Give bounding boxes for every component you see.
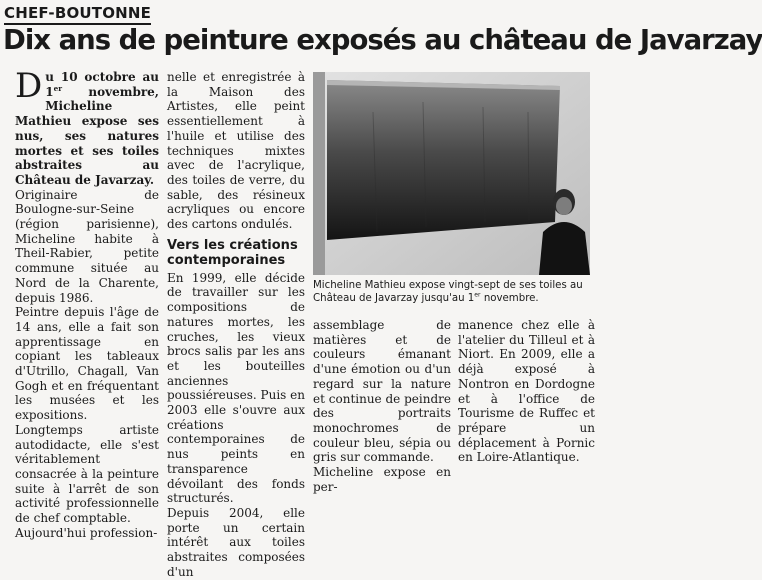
body-paragraph: Longtemps artiste autodidacte, elle s'est véritablement consacrée à la peinture suite à l'arrêt de son activité professionnelle de chef comptable. <box>15 422 159 526</box>
body-paragraph: Micheline expose en per- <box>313 465 451 494</box>
body-paragraph: En 1999, elle décide de travailler sur les compositions de natures mortes, les cruches, les vieux brocs salis par les ans et les bouteilles anciennes poussiéreuses. Puis en 2003 elle s'ouvre aux créations contemporaines de nus peints en transparence dévoilant des fonds structurés. <box>167 270 305 506</box>
body-paragraph: Originaire de Boulogne-sur-Seine (région parisienne), Micheline habite à Theil-Rabier, petite commune située au Nord de la Charente, depuis 1986. <box>15 187 159 305</box>
painting-scene-image <box>313 72 590 275</box>
body-paragraph: nelle et enregistrée à la Maison des Artistes, elle peint essentiellement à l'huile et utilise des techniques mixtes avec de l'acrylique, des toiles de verre, du sable, des résineux acryliques ou encore des cartons ondulés. <box>167 70 305 232</box>
caption-superscript: er <box>474 291 481 299</box>
body-paragraph: assemblage de matières et de couleurs émanant d'une émotion ou d'un regard sur la nature et continue de peindre des portraits monochromes de couleur bleu, sépia ou gris sur commande. <box>313 318 451 465</box>
article-column-2 <box>167 70 305 580</box>
body-paragraph: manence chez elle à l'atelier du Tilleul et à Niort. En 2009, elle a déjà exposé à Nontron en Dordogne et à l'office de Tourisme de Ruffec et prépare un déplacement à Pornic en Loire-Atlantique. <box>458 318 595 465</box>
caption-text-rest: novembre. <box>480 293 539 304</box>
article-column-4 <box>458 318 595 465</box>
drop-cap: D <box>15 66 43 106</box>
subheading: Vers les créations contemporaines <box>167 237 298 268</box>
body-paragraph: Peintre depuis l'âge de 14 ans, elle a fait son apprentissage en copiant les tableaux d'Utrillo, Chagall, Van Gogh et en fréquentant les musées et les expositions. <box>15 305 159 423</box>
article-column-1 <box>15 66 159 541</box>
lead-superscript: er <box>53 83 62 93</box>
exhibition-photo <box>313 72 590 275</box>
body-paragraph: Aujourd'hui profession- <box>15 525 158 540</box>
photo-caption <box>313 279 595 305</box>
lead-paragraph <box>15 66 159 188</box>
section-kicker: CHEF-BOUTONNE <box>4 4 151 25</box>
caption-text: Micheline Mathieu expose vingt-sept de ses toiles au Château de Javarzay jusqu'au 1 <box>313 280 583 304</box>
lead-text: u 10 octobre au 1 <box>45 70 159 99</box>
headline: Dix ans de peinture exposés au château de Javarzay <box>3 24 762 56</box>
body-paragraph: Depuis 2004, elle porte un certain intérêt aux toiles abstraites composées d'un <box>167 505 305 579</box>
article-column-3 <box>313 318 451 494</box>
lead-text-rest: novembre, Micheline Mathieu expose ses nus, ses natures mortes et ses toiles abstraites au Château de Javarzay. <box>15 84 159 187</box>
